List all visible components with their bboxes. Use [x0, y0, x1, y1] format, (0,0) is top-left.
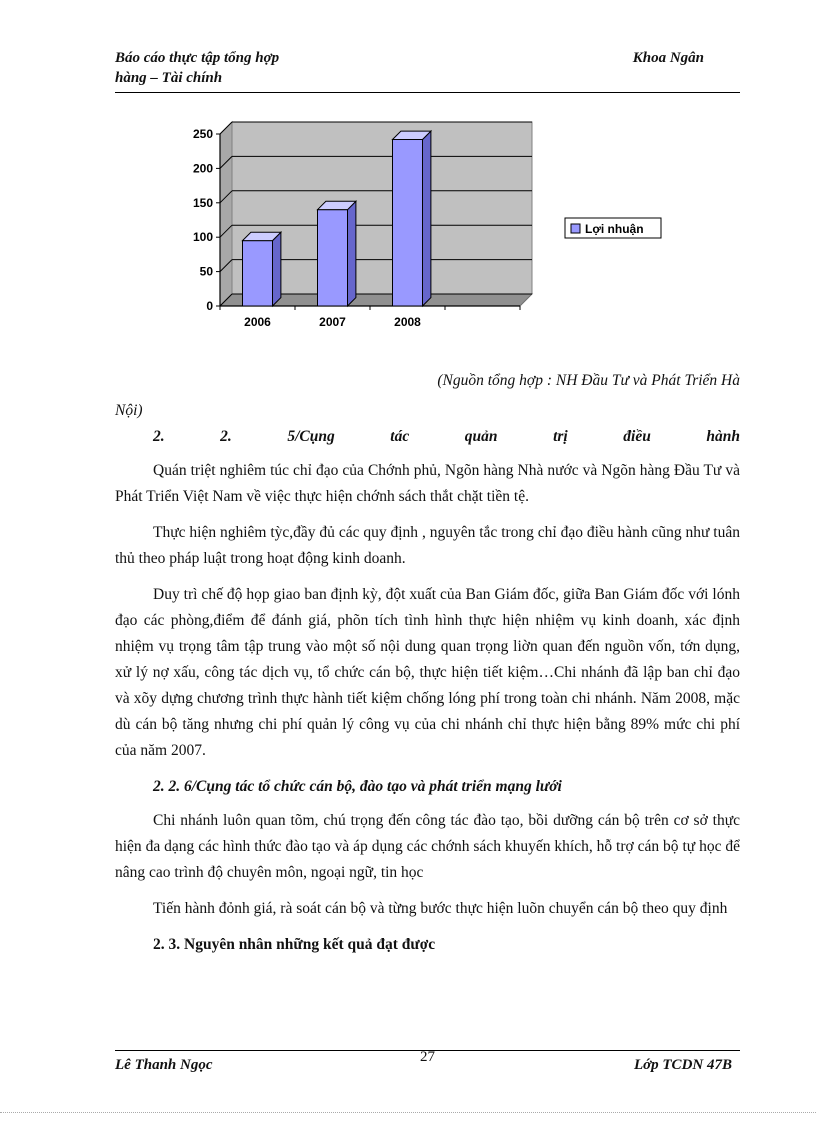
- y-tick-label: 100: [192, 230, 213, 245]
- chart-svg: [180, 120, 680, 340]
- x-tick-label: 2008: [394, 315, 421, 329]
- y-tick-label: 50: [199, 264, 213, 279]
- chart-y-ticks: [193, 127, 220, 313]
- page-header: [115, 48, 740, 93]
- section-heading-2-3: 2. 3. Nguyên nhân những kết quả đạt được: [153, 936, 436, 953]
- footer-author: Lê Thanh Ngọc: [115, 1057, 213, 1073]
- paragraph-1: Quán triệt nghiêm túc chỉ đạo của Chớnh phủ, Ngõn hàng Nhà nước và Ngõn hàng Đầu Tư và Phát Triển Việt Nam về việc thực hiện chớnh sách thắt chặt tiền tệ.: [115, 462, 740, 505]
- bar-side-2006: [273, 232, 281, 306]
- header-title-line1: Báo cáo thực tập tổng hợp: [115, 50, 280, 66]
- header-title-line2: hàng – Tài chính: [115, 70, 223, 86]
- header-right: Khoa Ngân: [632, 50, 704, 66]
- legend-swatch: [571, 224, 580, 233]
- x-tick-label: 2007: [319, 315, 346, 329]
- paragraph-4: Chi nhánh luôn quan tõm, chú trọng đến công tác đào tạo, bồi dưỡng cán bộ trên cơ sở thực hiện đa dạng các hình thức đào tạo và áp dụng các chớnh sách khuyến khích, hỗ trợ cán bộ tự học để nâng cao trình độ chuyên môn, ngoại ngữ, tin học: [115, 812, 740, 881]
- page-bottom-rule: [0, 1112, 816, 1113]
- paragraph-5: Tiến hành đỏnh giá, rà soát cán bộ và từng bước thực hiện luõn chuyển cán bộ theo quy định: [153, 900, 728, 917]
- bar-side-2007: [348, 201, 356, 306]
- page-number: 27: [420, 1049, 435, 1065]
- y-tick-label: 250: [192, 127, 213, 141]
- chart-legend: [565, 218, 661, 238]
- header-left: [115, 48, 279, 88]
- section-heading-2-2-5: 2. 2. 5/Cụng tác quản trị điều hành: [153, 428, 740, 445]
- paragraph-2: Thực hiện nghiêm tỳc,đầy đủ các quy định , nguyên tắc trong chỉ đạo điều hành cũng như tuân thủ theo pháp luật trong hoạt động kinh doanh.: [115, 524, 740, 567]
- footer-class: Lớp TCDN 47B: [633, 1057, 732, 1073]
- x-tick-label: 2006: [244, 315, 271, 329]
- y-tick-label: 150: [192, 195, 213, 210]
- section-heading-2-2-6: 2. 2. 6/Cụng tác tổ chức cán bộ, đào tạo và phát triển mạng lưới: [153, 778, 562, 795]
- chart-side-wall: [220, 122, 232, 306]
- source-line1: (Nguồn tổng hợp : NH Đầu Tư và Phát Triển Hà: [437, 372, 740, 389]
- legend-label: Lợi nhuận: [585, 222, 644, 236]
- bar-2008: [393, 140, 423, 306]
- source-line2: Nội): [115, 402, 143, 419]
- body-text: [115, 424, 740, 966]
- source-note: [115, 366, 740, 426]
- paragraph-3: Duy trì chế độ họp giao ban định kỳ, đột xuất của Ban Giám đốc, giữa Ban Giám đốc với lónh đạo các phòng,điểm để đánh giá, phõn tích tình hình thực hiện nhiệm vụ kinh doanh, xác định nhiệm vụ trọng tâm tập trung vào một số nội dung quan trọng liờn quan đến nguồn vốn, tớn dụng, xử lý nợ xấu, công tác dịch vụ, tổ chức cán bộ, thực hiện tiết kiệm…Chi nhánh đã lập ban chỉ đạo và xõy dựng chương trình thực hành tiết kiệm chống lóng phí trong toàn chi nhánh. Năm 2008, mặc dù cán bộ tăng nhưng chi phí quản lý công vụ của chi nhánh chỉ thực hiện bằng 89% mức chi phí của năm 2007.: [115, 586, 740, 759]
- profit-chart: [180, 120, 680, 340]
- bar-2007: [318, 210, 348, 306]
- y-tick-label: 0: [206, 299, 213, 313]
- bar-side-2008: [423, 131, 431, 306]
- bar-2006: [243, 241, 273, 306]
- page-footer: [115, 1050, 740, 1081]
- chart-x-ticks: [220, 306, 520, 329]
- y-tick-label: 200: [192, 161, 213, 176]
